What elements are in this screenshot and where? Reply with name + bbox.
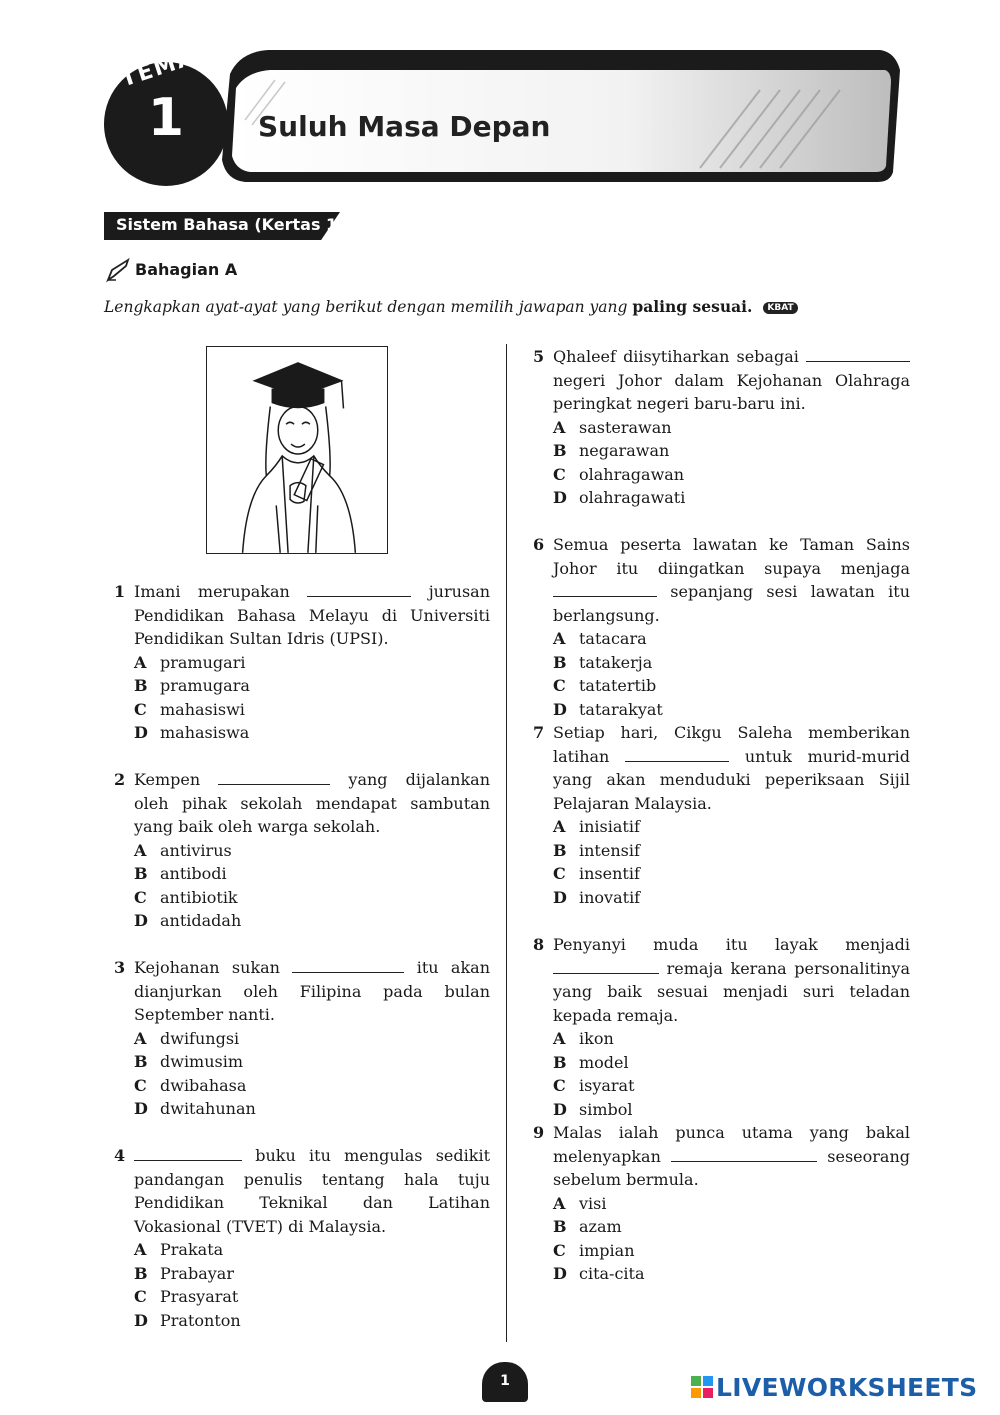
option-a[interactable] — [553, 815, 910, 839]
question-5 — [533, 345, 910, 510]
option-letter: C — [553, 1076, 566, 1095]
option-letter: B — [553, 652, 567, 672]
option-letter: D — [134, 1310, 148, 1330]
question-stem-before: Kempen — [134, 770, 201, 789]
answer-blank[interactable] — [134, 1145, 242, 1161]
option-letter: A — [553, 1029, 566, 1048]
option-letter: D — [134, 1099, 148, 1118]
kbat-badge: KBAT — [763, 302, 797, 314]
option-b[interactable] — [553, 1215, 910, 1239]
option-c[interactable] — [553, 862, 910, 886]
option-letter: C — [134, 699, 147, 719]
answer-blank[interactable] — [553, 958, 659, 974]
option-text: pramugara — [160, 676, 250, 695]
option-letter: D — [134, 723, 148, 742]
question-number: 7 — [533, 723, 545, 742]
question-number: 4 — [114, 1146, 126, 1165]
option-letter: D — [553, 1264, 567, 1283]
page-number: 1 — [500, 1373, 510, 1389]
question-stem — [553, 1121, 910, 1192]
option-text: negarawan — [579, 441, 670, 460]
question-stem — [134, 580, 490, 651]
option-text: isyarat — [579, 1076, 635, 1095]
option-letter: B — [553, 441, 567, 460]
option-text: olahragawan — [579, 464, 685, 484]
question-stem-after: sepanjang sesi lawatan itu berlangsung. — [553, 582, 910, 625]
option-b[interactable] — [134, 674, 490, 698]
section-label: Sistem Bahasa (Kertas 1) — [116, 215, 345, 234]
option-letter: C — [134, 1075, 147, 1095]
option-c[interactable] — [553, 463, 910, 487]
option-d[interactable] — [553, 1098, 910, 1122]
option-text: inovatif — [579, 887, 641, 907]
question-stem-before: Imani merupakan — [134, 582, 290, 601]
option-letter: A — [134, 1028, 147, 1048]
option-letter: C — [553, 864, 566, 883]
option-d[interactable] — [553, 698, 910, 722]
option-a[interactable] — [134, 651, 490, 675]
question-3 — [114, 956, 490, 1121]
liveworksheets-logo-icon — [690, 1375, 714, 1399]
option-d[interactable] — [553, 1262, 910, 1286]
option-text: model — [579, 1052, 629, 1072]
instruction-bold: paling sesuai. — [632, 297, 753, 316]
option-b[interactable] — [553, 651, 910, 675]
question-8 — [533, 933, 910, 1121]
option-letter: C — [553, 676, 566, 695]
option-b[interactable] — [553, 439, 910, 463]
option-letter: B — [134, 1263, 148, 1283]
tema-number: 1 — [147, 88, 185, 148]
column-divider — [506, 344, 507, 1342]
option-c[interactable] — [553, 674, 910, 698]
instruction — [104, 297, 798, 316]
question-number: 6 — [533, 535, 545, 554]
option-text: pramugari — [160, 652, 246, 672]
option-letter: D — [553, 488, 567, 507]
option-letter: A — [553, 629, 566, 648]
tema-label: TEMA — [118, 44, 199, 93]
question-number: 2 — [114, 770, 126, 789]
option-text: Prasyarat — [160, 1287, 239, 1306]
option-c[interactable] — [134, 1074, 490, 1098]
question-stem-before: Qhaleef diisytiharkan sebagai — [553, 347, 799, 366]
option-c[interactable] — [553, 1239, 910, 1263]
question-stem-after: jurusan Pendidikan Bahasa Melayu di Universiti Pendidikan Sultan Idris (UPSI). — [134, 582, 490, 648]
option-text: azam — [579, 1217, 622, 1236]
option-text: tatarakyat — [579, 699, 663, 719]
page-title: Suluh Masa Depan — [258, 110, 551, 143]
question-stem-after: seseorang sebelum bermula. — [553, 1146, 910, 1189]
option-letter: B — [553, 1052, 567, 1072]
option-text: impian — [579, 1240, 635, 1260]
graduate-illustration — [206, 346, 388, 554]
answer-blank[interactable] — [307, 581, 411, 597]
option-b[interactable] — [553, 839, 910, 863]
question-stem-after: untuk murid-murid yang akan menduduki peperiksaan Sijil Pelajaran Malaysia. — [553, 746, 911, 813]
option-d[interactable] — [553, 486, 910, 510]
option-letter: B — [134, 864, 148, 883]
answer-blank[interactable] — [218, 769, 330, 785]
option-text: Prabayar — [160, 1263, 234, 1283]
option-text: dwimusim — [160, 1052, 244, 1071]
question-number: 5 — [533, 347, 545, 366]
liveworksheets-brand: LIVEWORKSHEETS — [716, 1373, 978, 1402]
question-number: 3 — [114, 958, 126, 977]
question-7 — [533, 721, 910, 909]
option-a[interactable] — [553, 1192, 910, 1216]
option-d[interactable] — [553, 886, 910, 910]
option-text: antibodi — [160, 864, 227, 883]
option-a[interactable] — [134, 1238, 490, 1262]
option-b[interactable] — [553, 1051, 910, 1075]
option-letter: D — [553, 887, 567, 907]
option-c[interactable] — [553, 1074, 910, 1098]
question-4 — [114, 1144, 490, 1332]
option-a[interactable] — [134, 1027, 490, 1051]
answer-blank[interactable] — [625, 746, 729, 762]
option-text: Pratonton — [160, 1310, 241, 1330]
option-letter: C — [553, 1240, 566, 1260]
option-text: antidadah — [160, 911, 242, 930]
option-text: visi — [579, 1193, 607, 1213]
question-stem-before: Semua peserta lawatan ke Taman Sains Johor itu diingatkan supaya menjaga — [553, 535, 910, 578]
option-text: dwibahasa — [160, 1075, 247, 1095]
option-letter: A — [134, 1240, 147, 1259]
question-9 — [533, 1121, 910, 1286]
option-d[interactable] — [134, 1309, 490, 1333]
option-text: mahasiswi — [160, 699, 245, 719]
option-text: mahasiswa — [160, 723, 250, 742]
option-a[interactable] — [553, 627, 910, 651]
option-text: simbol — [579, 1099, 633, 1119]
option-text: ikon — [579, 1029, 614, 1048]
question-stem-after: buku itu mengulas sedikit pandangan penulis tentang hala tuju Pendidikan Teknikal dan Latihan Vokasional (TVET) di Malaysia. — [134, 1146, 491, 1236]
option-letter: B — [553, 1217, 567, 1236]
option-text: sasterawan — [579, 417, 672, 437]
option-letter: A — [553, 1193, 566, 1213]
option-text: inisiatif — [579, 817, 640, 836]
option-text: antibiotik — [160, 887, 238, 907]
option-c[interactable] — [134, 698, 490, 722]
question-2 — [114, 768, 490, 933]
option-letter: C — [553, 464, 566, 484]
option-d[interactable] — [134, 1097, 490, 1121]
answer-blank[interactable] — [292, 957, 404, 973]
option-text: Prakata — [160, 1240, 224, 1259]
question-stem-after: remaja kerana personalitinya yang baik sesuai menjadi suri teladan kepada remaja. — [553, 958, 910, 1025]
option-letter: B — [134, 1052, 148, 1071]
question-1 — [114, 580, 490, 745]
option-text: cita-cita — [579, 1264, 645, 1283]
option-b[interactable] — [134, 862, 490, 886]
option-letter: D — [134, 911, 148, 930]
option-letter: B — [134, 676, 148, 695]
question-stem-before: Kejohanan sukan — [134, 958, 280, 977]
question-number: 1 — [114, 582, 126, 601]
question-stem — [553, 533, 910, 627]
option-letter: A — [553, 817, 566, 836]
pencil-icon — [104, 256, 132, 284]
option-text: tatatertib — [579, 676, 657, 695]
question-6 — [533, 533, 910, 721]
answer-blank[interactable] — [553, 581, 657, 597]
answer-blank[interactable] — [806, 346, 910, 362]
option-b[interactable] — [134, 1050, 490, 1074]
question-stem-before: Setiap hari, Cikgu Saleha memberikan latihan — [553, 723, 910, 766]
question-stem — [134, 768, 490, 839]
question-stem-after: yang dijalankan oleh pihak sekolah mendapat sambutan yang baik oleh warga sekolah. — [134, 770, 490, 836]
question-stem-before: Malas ialah punca utama yang bakal melenyapkan — [553, 1123, 910, 1166]
option-letter: C — [134, 887, 147, 907]
part-heading: Bahagian A — [135, 260, 238, 279]
option-text: tatacara — [579, 629, 647, 648]
question-stem-after: itu akan dianjurkan oleh Filipina pada bulan September nanti. — [134, 958, 491, 1024]
option-text: antivirus — [160, 840, 232, 860]
question-stem — [553, 345, 910, 416]
option-text: olahragawati — [579, 488, 686, 507]
question-stem — [553, 933, 910, 1027]
question-stem — [134, 1144, 490, 1238]
option-a[interactable] — [553, 416, 910, 440]
question-stem-before: Penyanyi muda itu layak menjadi — [553, 935, 910, 954]
option-letter: C — [134, 1287, 147, 1306]
question-stem-after: negeri Johor dalam Kejohanan Olahraga peringkat negeri baru-baru ini. — [553, 370, 910, 413]
option-a[interactable] — [134, 839, 490, 863]
question-stem — [553, 721, 910, 815]
option-letter: D — [553, 699, 567, 719]
question-number: 9 — [533, 1123, 545, 1142]
option-text: intensif — [579, 840, 640, 860]
option-c[interactable] — [134, 1285, 490, 1309]
option-text: dwifungsi — [160, 1028, 240, 1048]
option-text: insentif — [579, 864, 640, 883]
option-letter: A — [134, 840, 147, 860]
option-d[interactable] — [134, 721, 490, 745]
option-a[interactable] — [553, 1027, 910, 1051]
question-number: 8 — [533, 935, 545, 954]
option-b[interactable] — [134, 1262, 490, 1286]
question-stem — [134, 956, 490, 1027]
option-c[interactable] — [134, 886, 490, 910]
option-letter: D — [553, 1099, 567, 1119]
option-text: dwitahunan — [160, 1099, 256, 1118]
option-letter: B — [553, 840, 567, 860]
option-letter: A — [134, 652, 147, 672]
answer-blank[interactable] — [671, 1146, 817, 1162]
option-d[interactable] — [134, 909, 490, 933]
instruction-text: Lengkapkan ayat-ayat yang berikut dengan memilih jawapan yang — [104, 298, 628, 316]
option-letter: A — [553, 417, 566, 437]
option-text: tatakerja — [579, 652, 653, 672]
